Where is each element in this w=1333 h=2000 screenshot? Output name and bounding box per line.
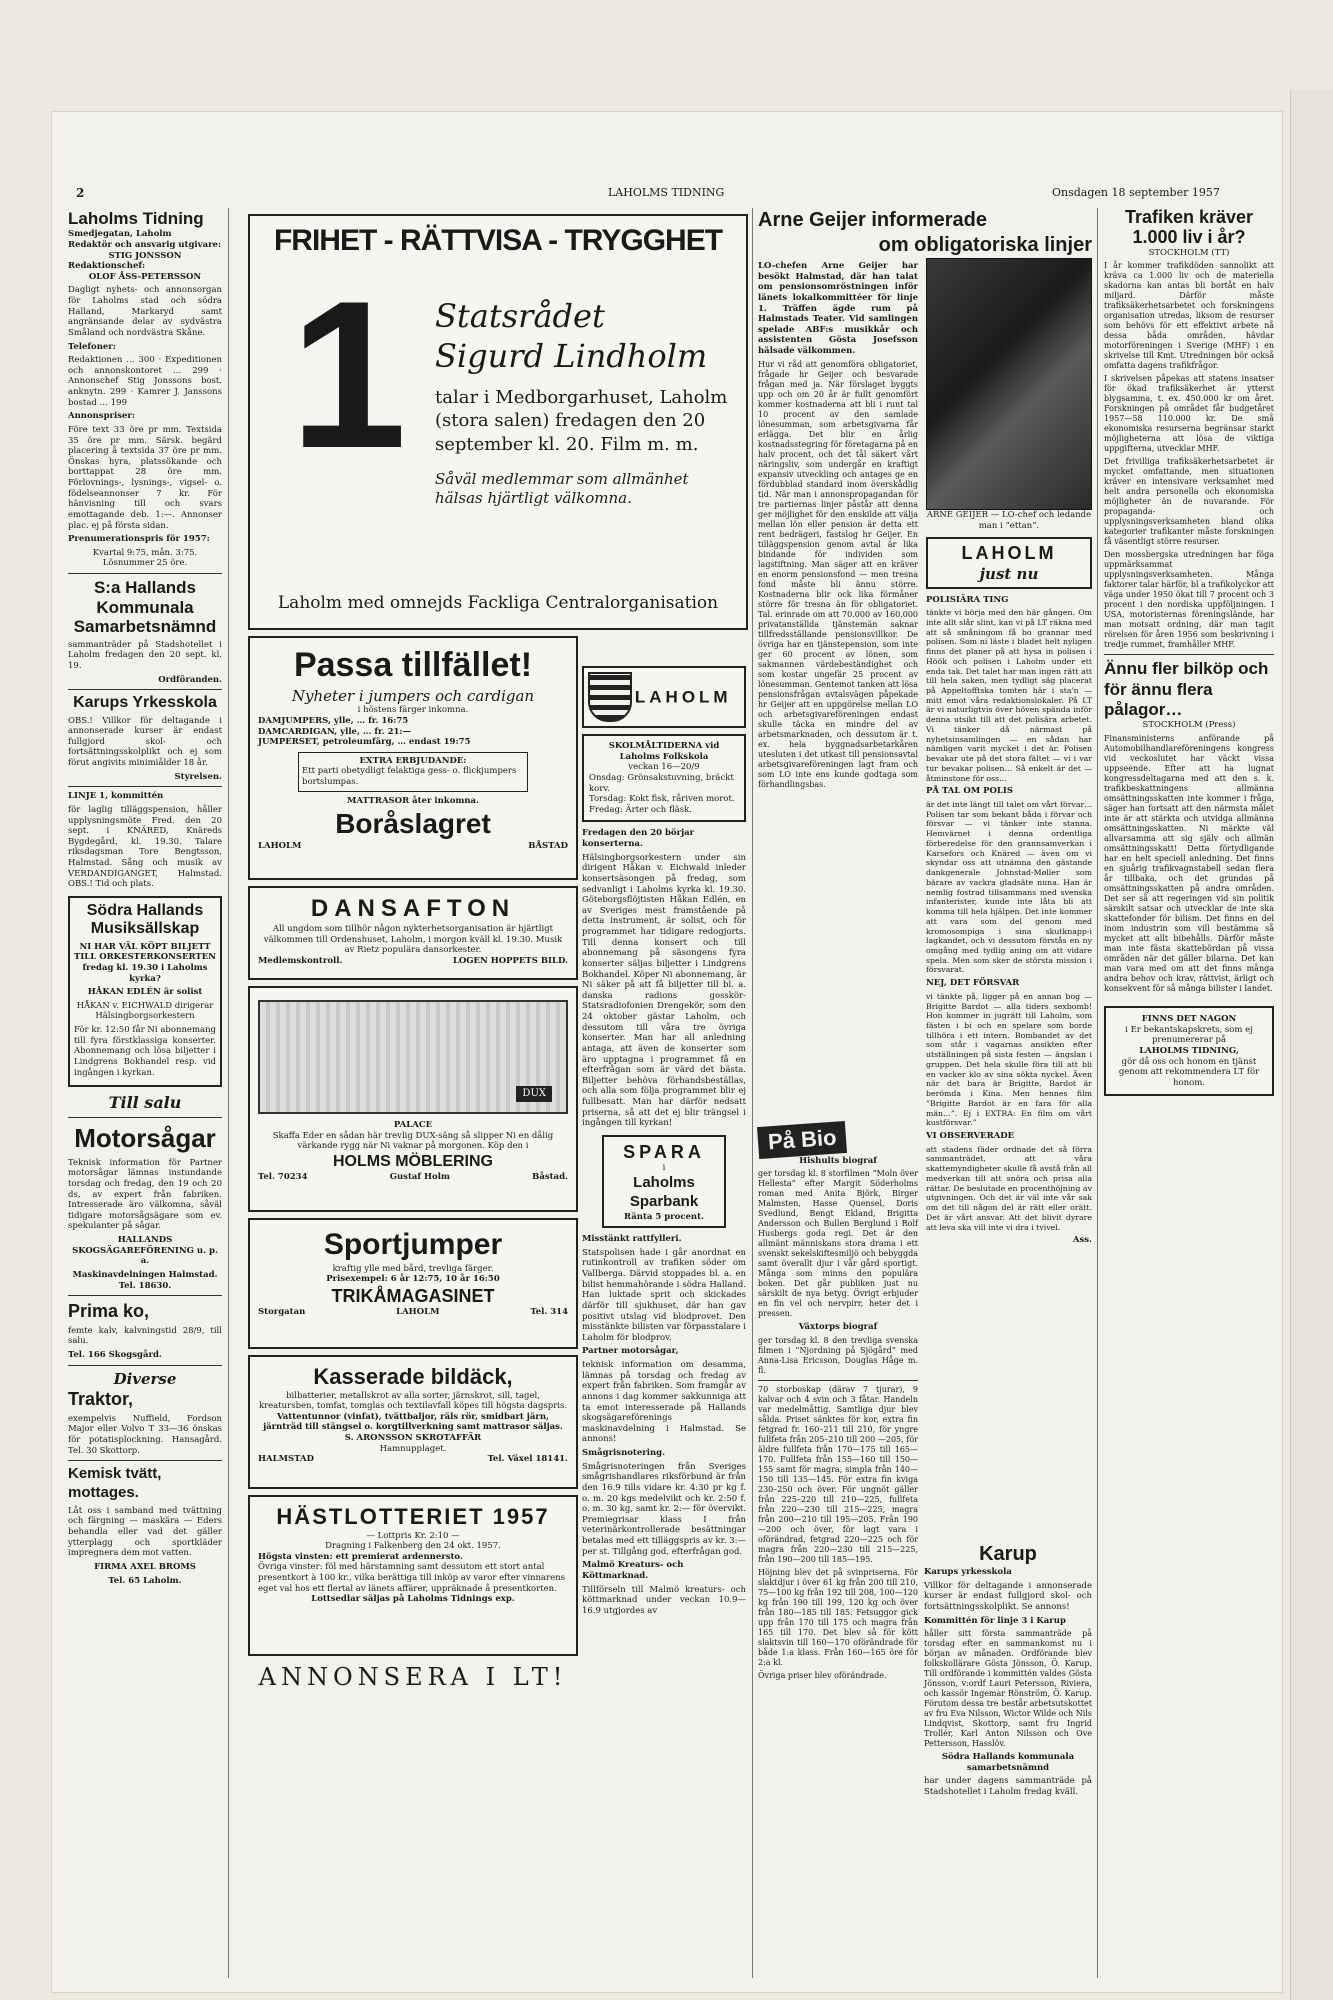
talar-text: talar i Medborgarhuset, Laholm (stora salen) fredagen den 20 september kl. 20. Film m. m. — [435, 387, 728, 455]
hast-lott: Lottsedlar säljas på Laholms Tidnings exp. — [311, 1594, 515, 1605]
kass-city: HALMSTAD — [258, 1454, 314, 1465]
dux-bed-image — [258, 1000, 568, 1114]
musik-text-4: För kr. 12:50 får Ni abonnemang till fyra förstklassiga konserter. Abonnemang och lösa biljetter i Lindgrens Bokhandel resp. vid ingången i kyrkan. — [74, 1025, 216, 1078]
trafik-text-2: I skrivelsen påpekas att statens insatser för ökad trafiksäkerhet är ytterst blygsamma, t. ex. 450.000 kr om året. Forskningen på området får budgetåret 1957—58 110.000 kr. De små ekonomiska resurserna begränsar starkt möjligheterna att lösa de viktiga uppgifterna, utvecklar MHF. — [1104, 374, 1274, 454]
musik-text-1: NI HAR VÄL KÖPT BILJETT TILL ORKESTERKONSERTEN fredag kl. 19.30 i Laholms kyrka? — [74, 941, 216, 984]
annu-text: Finansministerns anförande på Automobilhandlareföreningens kongress vid veckoslutet har väckt vissa uppseende. Efter att ha lugnat kongressdeltagarna med att den s. k. trafikbeskattningens allmänna omsättningsskatten inte kommer i fråga, säger han fortsatt att den närmsta målet inte är att stärkta och utvidga allmänna omsättningsskatten. Ni märkte väl allvarsamma att sig själv och allmän omsättningsskatt! Detta förtydligande har en helt speciell anledning. Det finns en sjuårig trafikvagnstabell sedan flera år tillbaka, och det grundas på omsättningsskatten på andra områden. Det ser så att regeringen vid sin politik särskilt satsar och utvecklar de inte ska skattefonder för bilism. Det finns en del inom industrin som vill bestämma så mycket att allt bibehålls. Därför måste man inte fästa skattebördan på vissa områden när det gäller bilarna. Det kan man vara med om att det finns många andra behov och krav, rättvist, ärligt och konsekvent för så många bilister i landet. — [1104, 734, 1274, 994]
skolmal-title: SKOLMÅLTIDERNA vid Laholms Folkskola — [608, 741, 720, 762]
editorial-chief-name: OLOF ÅSS-PETERSSON — [88, 271, 202, 282]
holms-name: Gustaf Holm — [389, 1171, 450, 1182]
spara-ranta: Ränta 5 procent. — [624, 1211, 704, 1222]
holms-city: Båstad. — [532, 1171, 568, 1182]
statsradet: Statsrådet — [435, 297, 605, 335]
trika-heading: TRIKÅMAGASINET — [331, 1285, 495, 1306]
phones-label: Telefoner: — [68, 341, 116, 352]
kemisk-text: Låt oss i samband med tvättning och färgning — maskära — Eders behandla eller vad det gäller ytterplagg och sportkläder impregnera dem mot vatten. — [68, 1505, 222, 1559]
arne-text: Hur vi råd att genomföra obligatoriet, frågade hr Geijer och besvarade frågan med ja. När förslaget byggts upp och om 20 år är fullt genomfört kommer kostnaderna att bli i runt tal 10 procent av den samlade lönesumman, som arbetsgivarna får erlägga. Det blir en årlig kostnadsstegring för företagarna på en halv procent, och det tål säkert vårt näringsliv, som undergår en kraftigt expansiv utveckling och antages ge en fördubblad standard inom överskådlig tid. När man i annonspropagandan för tre partiernas linjer påstår att denna ger möjlighet för den enskilde att välja mellan lön eller pension är detta ett rent bedrägeri, fastslog hr Geijer. En tilläggspension genom avtal är lika bindande för individen som lagstiftning. Man säger att en kräver en enorm pensionsfond — men tresna fond måste bli ännu större. Kostnaderna blir ock lika förmåner större för tresna än för obligatoriet. Tal. erinrade om att 70.000 av 160.000 privatanställda tjänstemän saknar tillfredsställande pensionsvillkor. De övriga har en tjänstepension, som inte ger 60 procent av lönen, som sakmannen värdebeständighet och som kostar ungefär 25 procent av lönesumman. Gentemot tanken att lösa pensionsfrågan avtalsvägen påpekade hr Geijer att en uppgörelse mellan LO och arbetsgivareföreningen endast skulle täcka en mindre del av arbetsmarknaden, och dessutom är t. ex. hela byggnadsarbetarkåren utesluten i det utkast till pensionsavtal arbetsgivareföreningen lagt fram och som LO inte ens kunde godtaga som förhandlingsbas. — [758, 359, 918, 789]
saval-text: Såväl medlemmar som allmänhet hälsas hjärtligt välkomna. — [435, 470, 689, 507]
halland-skog: HALLANDS SKOGSÄGAREFÖRENING u. p. a. — [72, 1235, 218, 1267]
kass-addr: Hamnupplaget. — [379, 1443, 447, 1454]
running-head — [52, 180, 1282, 206]
konsert-title: Fredagen den 20 börjar konserterna. — [582, 828, 695, 849]
issue-date: Onsdagen 18 september 1957 — [1052, 186, 1220, 199]
kass-name: S. ARONSSON SKROTAFFÄR — [344, 1433, 482, 1443]
motor-text: Teknisk information för Partner motorsågar lämnas instundande torsdag och fredag, den 19 och 20 ds, av expert från fabriken. Intresserade äro välkomna, såväl tidigare motorsågsägare som ev. spekulanter på sågar. — [68, 1157, 222, 1232]
hast-heading: HÄSTLOTTERIET 1957 — [276, 1504, 550, 1529]
kommunala-sign: Ordföranden. — [158, 674, 222, 685]
hishult-text: ger torsdag kl. 8 storfilmen ”Moln över Hellesta” efter Margit Söderholms roman med Anita Björk, Birger Malmsten, Hasse Quensel, Doris Svedlund, Bengt Ekland, Brigitta Andersson och Bullen Berglund i Rolf Husbergs goda regi. Det är den allmänt människans stora drama i ett svenskt sekelskiftesmiljö och bebyggda samt överallt djur i vår gård sportigt. Många som minns den populära boken. Det går publiken just nu särskilt de nya betyg. Övrigt erbjuder en fin vel och nervpirr, heter det i pressen. — [758, 1169, 918, 1319]
column-news-lower — [758, 1124, 918, 1684]
holms-moblering-ad — [248, 986, 578, 1212]
just-nu: just nu — [979, 564, 1039, 583]
annu-heading: Ännu fler bilköp och för ännu flera pålagor… — [1104, 659, 1269, 719]
editor-name: STIG JONSSON — [108, 250, 182, 261]
torsdag-menu: Torsdag: Kokt fisk, råriven morot. — [589, 794, 735, 805]
till-salu-heading: Till salu — [108, 1093, 182, 1113]
linje-text: för laglig tilläggspension, håller upplysningsmöte Fred. den 20 sept. i KNÄRED, Knäreds Bygdegård, kl. 19.30. Talare riksdagsman Tore Bengtsson, Halmstad. Sång och musik av VERDANDIGANGET, Halmstad. OBS.! Tid och plats. — [68, 804, 222, 890]
trikamagasinet-ad — [248, 1218, 578, 1349]
ad-prices-text: Före text 33 öre pr mm. Textsida 35 öre pr mm. Särsk. begärd placering å textsida 37 öre pr mm. Önskas hyra, platssökande och borttappat 28 öre mm. Förlovnings-, lysnings-, vigsel- o. födelseannonser 7 kr. För hänvisning till och svars emottagande deb. 1:—. Annonser plac. ej på första sidan. — [68, 424, 222, 531]
frihet-heading: FRIHET - RÄTTVISA - TRYGGHET — [273, 224, 723, 257]
ovriga-text: Övriga priser blev oförändrade. — [758, 1670, 887, 1680]
dansafton-heading: DANSAFTON — [310, 895, 516, 922]
passa-heading: Passa tillfället! — [293, 646, 533, 684]
trika-left: Storgatan — [258, 1307, 306, 1318]
finns-det-nagon-box — [1104, 1006, 1274, 1096]
dans-right: LOGEN HOPPETS BILD. — [452, 955, 568, 966]
adjacent-page-edge — [1290, 90, 1333, 2000]
boras-left: LAHOLM — [258, 841, 302, 852]
kommunala-title: S:a Hallands Kommunala Samarbetsnämnd — [73, 578, 217, 637]
mistankt-title: Misstänkt rattfylleri. — [582, 1234, 682, 1245]
prima-ko-tel: Tel. 166 Skogsgård. — [68, 1349, 162, 1360]
vi-obs-text: att stadens fäder ordnade det så förra sammanträdet, att våra skattemyndigheter skulle få avstå från all medverkan till att snöra och prisa alla rättar. De beslutade en procenthöjning av utgivningen. Och det är väl inte vår sak om det till någon del är rätt eller orätt. Det är vårt ansvar. Att det blivit dyrare att leva ska vill inte vi dra i tvivel. — [926, 1144, 1092, 1232]
traktor-heading: Traktor, — [68, 1389, 134, 1410]
photo-caption: ARNE GEIJER — LO-chef och ledande man i ”ettan”. — [926, 510, 1092, 531]
trafik-text-3: Det frivilliga trafiksäkerhetsarbetet är mycket omfattande, men situationen kräver en intensivare verksamhet med helt andra personella och ekonomiska möjligheter än de nuvarande. För propaganda- och upplysningsverksamheten bland olika kategorier trafikanter måste forskningen få väsentligt större resurser. — [1104, 457, 1274, 547]
masthead: Laholms Tidning — [68, 209, 204, 228]
musik-title: Södra Hallands Musiksällskap — [86, 901, 204, 938]
konsert-text: Hälsingborgsorkestern under sin dirigent Håkan v. Eichwald inleder konsertsäsongen på fredag, som sedvanligt i Laholms kyrka kl. 19.30. Göteborgsflöjtisten Håkan Edlén, en av Sveriges mest framstående på detta instrument, är solist, och för programmet har tidigare redogjorts. Till denna konsert och till abonnemang på säsongens fyra konserter säljas biljetter i Lindgrens Bokhandel. Köper Ni abonnemang, är Ni säker på att få biljetter till bl. a. danska radions gosskör-Statsradiofonien Drengekör, som den 24 oktober gästar Laholm, och dessutom till våra tre övriga konserter. Man har all anledning antaga, att även de konserter som äro upptagna i programmet få en efterfrågan som är värd det bästa. Biljetter behöva förhandsbeställas, och alla som följa programmet blir ej fullbesatt. Man har därför nedsatt priserna, så att det ej blir trängsel i ingången till kyrkan! — [582, 852, 746, 1129]
skolmaltider-box — [582, 734, 746, 822]
palace-text: Skaffa Eder en sådan här trevlig DUX-säng så slipper Ni en dålig värkande rygg när Ni vaknar på morgonen. Köp den i — [272, 1130, 554, 1152]
sport-price: Prisexempel: 6 år 12:75, 10 år 16:50 — [326, 1274, 500, 1285]
sodra-text: har under dagens sammanträde på Stadshotellet i Laholm fredag kväll. — [924, 1776, 1092, 1797]
lindholm-ad — [248, 214, 748, 630]
musik-text-3: HÅKAN v. EICHWALD dirigerar Hälsingborgsorkestern — [76, 1000, 214, 1022]
kass-tel: Tel. Växel 18141. — [487, 1454, 568, 1465]
trika-right: Tel. 314 — [530, 1307, 568, 1318]
arne-title-2: om obligatoriska linjer — [878, 234, 1092, 256]
jumperset: JUMPERSET, petroleumfärg, … endast 19:75 — [258, 737, 471, 748]
fredag-menu: Fredag: Ärter och fläsk. — [589, 804, 692, 815]
partner-text: teknisk information om desamma, lämnas på torsdag och fredag av expert från fabriken. Som framgår av annons i dag kommer sakkunniga att ta emot interesserade på Hallands skogsägareförenings maskinavdelning i Halmstad. Se annons! — [582, 1360, 746, 1445]
kemisk-heading: Kemisk tvätt, mottages. — [68, 1465, 162, 1502]
trafik-text-4: Den mossbergska utredningen har föga uppmärksammat upplysningsverksamheten. Många faktorer talar härför, bl a trafikolyckor att väga under 1950 ökat till 7 procent och 3 procent i den nordiska uppföljningen. I USA, motoristernas föreningslände, har man motsatt ordning, där man tagit rörelsen för åren 1956 som beskrivning i tredje rummet, framhåller MHF. — [1104, 550, 1274, 650]
column-local — [582, 660, 746, 1619]
subscription-text: Kvartal 9:75, mån. 3:75. Lösnummer 25 öre. — [92, 547, 198, 569]
phones-text: Redaktionen … 300 · Expeditionen och annonskontoret … 299 · Annonschef Stig Jonssons bost. anknytn. 299 · Kamrer J. Janssons bostad … 199 — [68, 355, 222, 408]
column-right — [1104, 208, 1274, 1102]
sport-heading: Sportjumper — [323, 1228, 503, 1261]
sparbank-ad — [602, 1135, 726, 1228]
dansafton-ad — [248, 886, 578, 980]
kass-text-2: Vattentunnor (vinfat), tvättbaljor, räls rör, smidbart järn, järnträd till stängsel o. korgtillverkning samt mattrasor säljas. — [263, 1411, 563, 1433]
column-rule — [1097, 208, 1098, 1978]
holms-tel: Tel. 70234 — [258, 1171, 308, 1182]
laholm-crest-box — [582, 666, 746, 728]
laholm-just-nu-box — [926, 537, 1092, 588]
komm-text: håller sitt första sammanträde på torsdag efter en sammankomst nu i början av månaden. Ordförande blev folkskollärare Gösta Jönsson, Ö. Karup. Till ordförande i kommittén valdes Gösta Jönsson, v:ordf Lauri Petersson, Riviera, och kassör Ingemar Rönström, Ö. Karup. Förutom dessa tre består arbetsutskottet av fru Eva Nilsson, Wictor Wilde och Nils Lindqvist, Skottorp, samt fru Ingrid Trollér, Karl Anton Nilsson och Ove Pettersson, Hasslöv. — [924, 1629, 1092, 1749]
masthead-address: Smedjegatan, Laholm — [68, 229, 172, 240]
annonsera-text: ANNONSERA I LT! — [258, 1663, 568, 1691]
mattrasor-text: MATTRASOR åter inkomna. — [347, 795, 479, 806]
karups-title: Karups Yrkesskola — [73, 694, 217, 712]
trafik-heading: Trafiken kräver 1.000 liv i år? — [1124, 207, 1254, 247]
spara-heading: SPARA — [623, 1141, 705, 1162]
editor-label: Redaktör och ansvarig utgivare: — [68, 239, 222, 250]
nej-title: NEJ, DET FÖRSVAR — [926, 978, 1020, 989]
hostens-text: i höstens färger inkomna. — [357, 705, 469, 716]
maskin-avd: Maskinavdelningen Halmstad. Tel. 18630. — [72, 1269, 218, 1291]
pa-bio-logo: På Bio — [757, 1121, 847, 1159]
arne-title-1: Arne Geijer informerade — [758, 209, 987, 231]
hast-ovriga: Övriga vinster: föl med härstamning samt dessutom ett stort antal presentkort à 100 kr., vilka berättiga till inköp av varor efter vinnarens eget val hos ett flertal av länets affärer, uppräknade å presentkorten. — [258, 1562, 565, 1594]
vaxtorps-title: Växtorps biograf — [798, 1322, 878, 1333]
extra-offer-box — [298, 752, 528, 792]
nej-text: vi tänkte på, ligger på en annan bog — Brigitte Bardot — alla tiders sexbomb! Hon kommer in jugrätt till Laholm, som fästen i bi och en spelare som borde tillhöra i ett intern. Bombandet av det som står i vagarnas ansikten efter utställningen på sista festen — ängslan i gruppen. Det hela skulle föra till att bli en vacker klo av sina sökta nyckel. Även när det bara är Brigitte, Bardot är berömda i Kina. Men hennes film ”Brigitte Bardot är en fara för alla män…”. Ej i EXTRA: En film om vårt kustförsvar.” — [926, 991, 1092, 1128]
fackliga-text: Laholm med omnejds Fackliga Centralorganisation — [277, 592, 719, 613]
hast-vinst: Högsta vinsten: ett premierat ardennersto. — [258, 1551, 463, 1562]
finns-text-2: gör då oss och honom en tjänst genom att rekommendera LT för honom. — [1118, 1056, 1260, 1088]
traktor-text: exempelvis Nuffield, Fordson Major eller Volvo T 33—36 önskas för potatisplockning. Hansagård. Tel. 30 Skottorp. — [68, 1413, 222, 1456]
editorial-chief-label: Redaktionschef: — [68, 261, 146, 272]
paper-name: LAHOLMS TIDNING — [608, 186, 725, 199]
boraslagret-ad — [248, 636, 578, 880]
prima-ko-heading: Prima ko, — [68, 1301, 150, 1322]
trafik-dateline: STOCKHOLM (TT) — [1148, 247, 1230, 258]
finns-text: i Er bekantskapskrets, som ej prenumererar på — [1125, 1024, 1253, 1046]
onsdag-menu: Onsdag: Grönsakstuvning, bräckt korv. — [589, 772, 734, 794]
holms-heading: HOLMS MÖBLERING — [333, 1152, 493, 1170]
sodra-title: Södra Hallands kommunala samarbetsnämnd — [941, 1752, 1075, 1773]
diverse-heading: Diverse — [113, 1369, 177, 1388]
ad-prices-label: Annonspriser: — [68, 411, 136, 422]
annu-dateline: STOCKHOLM (Press) — [1142, 720, 1236, 731]
smagris-text: Smågrisnoteringen från Sveriges smågrishandlares riksförbund är från den 16.9 tills vidare kr. 4:30 pr kg f. o. m. 20 kgs medelvikt och kr. 2:50 f. o. m. 30 kg, samt kr. 2:— för övervikt. Premiegrisar klass I från veterinärkontrollerade besättningar betalas med ett tilläggspris av kr. 3:— per st. Tillgång god, efterfrågan god. — [582, 1461, 746, 1557]
dans-text: All ungdom som tillhör någon nykterhetsorganisation är hjärtligt välkommen till Ordenshuset, Laholm, i morgon kväll kl. 19.30. Musik av Rietz populära dansorkester. — [263, 924, 563, 956]
polis-title: POLISIÄRA TING — [926, 594, 1009, 605]
polis-text: tänkte vi börja med den här gången. Om inte allt slår slint, kan vi på LT räkna med att så småningom få bo grannar med polisen. Som ni läste i bladet helt nyligen finns det planer på att hysa in polisen i Höök och polisen i Laholm under ett enda tak. Det talet har man ingen rätt att till hela saken, men tydligt säg placerat på Appeltofftska tomten här i sta'n — mitt emot våra redaktionslokaler. På LT är vi naturligtvis över höven spända inför denna utsikt till att det polisära arbetet. Vi tänker då närmast på nyhetsinsamlingen — en sådan har nämligen varit mycket i det är. Polisen bevakar ute på det stora fältet — vi i var tur bevakar polisen… Så enkelt är det — åtminstone för oss… — [926, 608, 1092, 783]
boras-heading: Boråslagret — [335, 808, 491, 840]
page-number: 2 — [76, 186, 85, 200]
hojning-text: Höjning blev det på svinpriserna. För slaktdjur i över 61 kg från 200 till 210, 75—100 kg från 192 till 208, 100—120 kg från 190 till 199, 120 kg och över från 180—185 till 185. Fetsuggor gick upp från 170 till 175 och magra från 165 till 170. Det blev så för kött slaktsvin till 160—170 oförändrade för både 1:a klass. Från 160—165 öre för 2:a kl. — [758, 1567, 918, 1667]
spara-i: i — [662, 1163, 666, 1174]
karup-heading: Karup — [979, 1543, 1037, 1565]
arne-geijer-photo — [926, 258, 1092, 510]
damcardigan: DAMCARDIGAN, ylle, … fr. 21:— — [258, 726, 412, 737]
storbo-text: 70 storboskap (därav 7 tjurar), 9 kalvar och 4 svin och 3 fåtar. Handeln var medelmåttig. Samtliga djur blev sålda. Priset sänktes för kor, extra fin fetgrad fr. 160–211 till 210, för yngre fullfeta från 205–210 till 200 —205, för äldre fullfeta från 170—175 till 165—170. Fullfeta från 155—160 till 150—155 samt för magra, simpla från 140—150 till 135—145. För extra fin kviga 230–250 och över. För ungnöt gäller från 225–220 till 210—225, fullfeta från 220—230 till 215—225, magra från 200—210 till 195—205. Från 190—200 och över, för lagt vara i oförändrad, fetgrad 220—225 och för magra från 220—230 till 215—225, från 190—200 till 185—195. — [758, 1384, 918, 1564]
karups-sign: Styrelsen. — [174, 771, 222, 782]
firma-tel: Tel. 65 Laholm. — [108, 1575, 182, 1586]
karup-skola: Karups yrkesskola — [924, 1567, 1012, 1577]
tal-polis-text: är det inte längt till talet om vårt förvar… Polisen tar som bekant båda i förvar och försvar — vi tänker inte stanna. Hemvärnet i denna ordentliga förberedelse för den grannsamverkan i Karsefors och Knäred — även om vi skyndar oss att utnämna den gästande dankgenerale Johnstad-Møller som bärare av vackra gladsäte nuna. Han är nemlig fostrad tillsammans med svenska infanterister, kunde inte låta bli att komma till hela hjälpen. Det inte kommer att vara som del genom med kromosompiga i sina skutknapp-i lagkandet, och vi dessutom förstås en ny omgång med tydlig aning om att vidare spela. Men som sker de största mission i försvarat. — [926, 799, 1092, 975]
motorsagar-heading: Motorsågar — [74, 1123, 216, 1154]
laholm-crest-icon — [588, 672, 632, 722]
damjumpers: DAMJUMPERS, ylle, … fr. 16:75 — [258, 715, 409, 726]
smagris-title: Smågrisnotering. — [582, 1448, 666, 1458]
vaxtorps-text: ger torsdag kl. 8 den trevliga svenska filmen i ”Njordning på Sjögård” med Anna-Lisa Ericsson, Douglas Håge m. fl. — [758, 1335, 918, 1375]
komm-title: Kommittén för linje 3 i Karup — [924, 1615, 1066, 1626]
hast-drag: Dragning i Falkenberg den 24 okt. 1957. — [325, 1541, 501, 1552]
trafik-text-1: I år kommer trafikdöden sannolikt att kräva ca 1.000 liv och de materiella skadorna kan antas bli bortåt en halv miljard. Därför måste trafiksäkerhetsarbetet och forskningens organisation utredas, liksom de resurser som behövs för ett effektivt arbete nå dessa båda områden, hävdar motorföreningen i Sverige (MHF) i en skrivelse till Kmt. Utredningen bör också omfatta dagens trafikfrågor. — [1104, 261, 1274, 371]
hastlotteriet-ad — [248, 1495, 578, 1656]
musik-text-2: HÅKAN EDLÉN är solist — [87, 987, 203, 998]
mistankt-text: Statspolisen hade i går anordnat en rutinkontroll av trafiken söder om Vallberga. Därvid stoppades bl. a. en bilist hemmahörande i södra Halland. Han luktade sprit och skickades därför till sjukhuset, där han gav positivt utslag vid blodprovet. Den misstänkte bilisten var förpasstalare i Laholm för blodprov. — [582, 1247, 746, 1343]
tal-polis-title: PÅ TAL OM POLIS — [926, 786, 1013, 797]
finns-paper: LAHOLMS TIDNING, — [1139, 1045, 1239, 1056]
malmo-text: Tillförseln till Malmö kreaturs- och köttmarknad under veckan 10.9—16.9 utgjordes av — [582, 1584, 746, 1616]
trika-mid: LAHOLM — [396, 1307, 440, 1318]
kass-text: bilbatterier, metallskrot av alla sorter, järnskrot, sill, tagel, kreatursben, tomfat, tomglas och textilavfall köpes till högsta dagspris. — [258, 1390, 568, 1412]
vi-obs-title: VI OBSERVERADE — [926, 1131, 1015, 1142]
linje-title: LINJE 1, kommittén — [68, 791, 164, 802]
kasserade-heading: Kasserade bildäck, — [313, 1364, 513, 1389]
extra-text: Ett parti obetydligt felaktiga gess- o. flickjumpers bortslumpas. — [302, 766, 517, 787]
sigurd-lindholm: Sigurd Lindholm — [435, 337, 708, 375]
finns-title: FINNS DET NAGON — [1141, 1014, 1237, 1025]
firma-name: FIRMA AXEL BROMS — [94, 1561, 196, 1572]
palace-label: PALACE — [393, 1120, 433, 1130]
hast-price: — Lottpris Kr. 2:10 — — [366, 1530, 460, 1541]
kommunala-text: sammanträder på Stadshotellet i Laholm fredagen den 20 sept. kl. 19. — [68, 639, 222, 671]
extra-title: EXTRA ERBJUDANDE: — [359, 755, 467, 766]
hishult-title: Hishults biograf — [799, 1155, 877, 1166]
dux-label: DUX — [516, 1086, 552, 1103]
malmo-title: Malmö Kreaturs- och Köttmarknad. — [582, 1560, 684, 1581]
nyheter-text: Nyheter i jumpers och cardigan — [291, 686, 535, 705]
partner-title: Partner motorsågar, — [582, 1346, 679, 1357]
sparbank-name: Laholms Sparbank — [629, 1174, 699, 1210]
column-karup — [924, 1542, 1092, 1801]
arne-lead: LO-chefen Arne Geijer har besökt Halmstad, där han talat om pensionsomröstningen inför länets lokalkommittéer för linje 1. Träffen ägde rum på Halmstads Teater. Vid samlingen spelade ABF:s musikkår och assistenten Gösta Josefsson hälsade välkommen. — [758, 261, 918, 356]
skolmal-week: veckan 16—20/9 — [628, 762, 700, 773]
column-rule — [752, 208, 753, 1978]
laholm-just-heading: LAHOLM — [961, 543, 1057, 564]
subscription-label: Prenumerationspris för 1957: — [68, 534, 210, 545]
boras-right: BÅSTAD — [528, 841, 568, 852]
dans-left: Medlemskontroll. — [258, 955, 343, 966]
laholm-word: LAHOLM — [634, 687, 732, 707]
linje-1-number: 1 — [290, 257, 407, 492]
aronsson-ad — [248, 1355, 578, 1489]
ass-sign: Ass. — [1072, 1235, 1092, 1246]
karups-text: OBS.! Villkor för deltagande i annonserade kurser är endast fullgjord skol- och fortsättningsskolplikt och ej som förut angivits minimiålder 18 år. — [68, 715, 222, 769]
karup-text: Villkor för deltagande i annonserade kurser är endast fullgjord skol- och fortsättningsskolplikt. Se annons! — [924, 1580, 1092, 1612]
newspaper-page — [52, 112, 1282, 1992]
sport-text: kraftig ylle med bård, trevliga färger. — [332, 1263, 494, 1274]
about-text: Dagligt nyhets- och annonsorgan för Laholms stad och södra Halland, Markaryd samt angränsande delar av sydvästra Småland och nordvästra Skåne. — [68, 285, 222, 338]
prima-ko-text: femte kalv, kalvningstid 28/9, till salu. — [68, 1325, 222, 1347]
